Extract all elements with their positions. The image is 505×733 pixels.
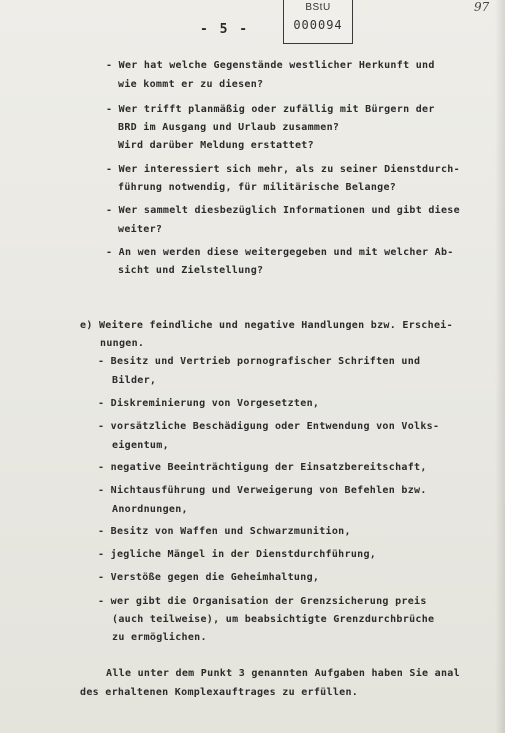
text-line: - jegliche Mängel in der Dienstdurchführung, (98, 549, 377, 560)
text-line: - Wer hat welche Gegenstände westlicher Herkunft und (106, 60, 435, 71)
stamp-number: 000094 (293, 18, 343, 32)
page-edge-shadow (495, 0, 505, 733)
text-line: - Besitz von Waffen und Schwarzmunition, (98, 526, 351, 537)
text-line: - vorsätzliche Beschädigung oder Entwendung von Volks- (98, 421, 440, 432)
text-line: BRD im Ausgang und Urlaub zusammen? (118, 122, 340, 133)
text-line: - Nichtausführung und Verweigerung von Befehlen bzw. (98, 485, 427, 496)
closing-line: Alle unter dem Punkt 3 genannten Aufgaben haben Sie anal (106, 668, 460, 679)
handwritten-page-mark: 97 (474, 0, 490, 14)
section-heading: e) Weitere feindliche und negative Handlungen bzw. Erschei- (80, 320, 453, 331)
page-number: - 5 - (200, 22, 250, 37)
text-line: Wird darüber Meldung erstattet? (118, 140, 314, 151)
text-line: - Besitz und Vertrieb pornografischer Schriften und (98, 356, 421, 367)
text-line: wie kommt er zu diesen? (118, 79, 264, 90)
text-line: sicht und Zielstellung? (118, 265, 264, 276)
closing-line: des erhaltenen Komplexauftrages zu erfüllen. (80, 687, 359, 698)
text-line: weiter? (118, 224, 163, 235)
stamp-agency: BStU (305, 2, 331, 13)
text-line: - wer gibt die Organisation der Grenzsicherung preis (98, 596, 427, 607)
archive-stamp (283, 0, 353, 44)
text-line: - Wer sammelt diesbezüglich Informationen und gibt diese (106, 205, 460, 216)
text-line: eigentum, (112, 440, 169, 451)
text-line: - Wer trifft planmäßig oder zufällig mit Bürgern der (106, 104, 435, 115)
text-line: - Wer interessiert sich mehr, als zu seiner Dienstdurch- (106, 164, 460, 175)
text-line: - negative Beeinträchtigung der Einsatzbereitschaft, (98, 462, 427, 473)
text-line: - An wen werden diese weitergegeben und mit welcher Ab- (106, 247, 454, 258)
text-line: (auch teilweise), um beabsichtigte Grenzdurchbrüche (112, 614, 435, 625)
text-line: - Diskreminierung von Vorgesetzten, (98, 398, 320, 409)
text-line: - Verstöße gegen die Geheimhaltung, (98, 572, 320, 583)
text-line: zu ermöglichen. (112, 632, 207, 643)
text-line: führung notwendig, für militärische Belange? (118, 182, 397, 193)
text-line: Bilder, (112, 375, 157, 386)
text-line: Anordnungen, (112, 504, 188, 515)
text-line: nungen. (100, 338, 145, 349)
